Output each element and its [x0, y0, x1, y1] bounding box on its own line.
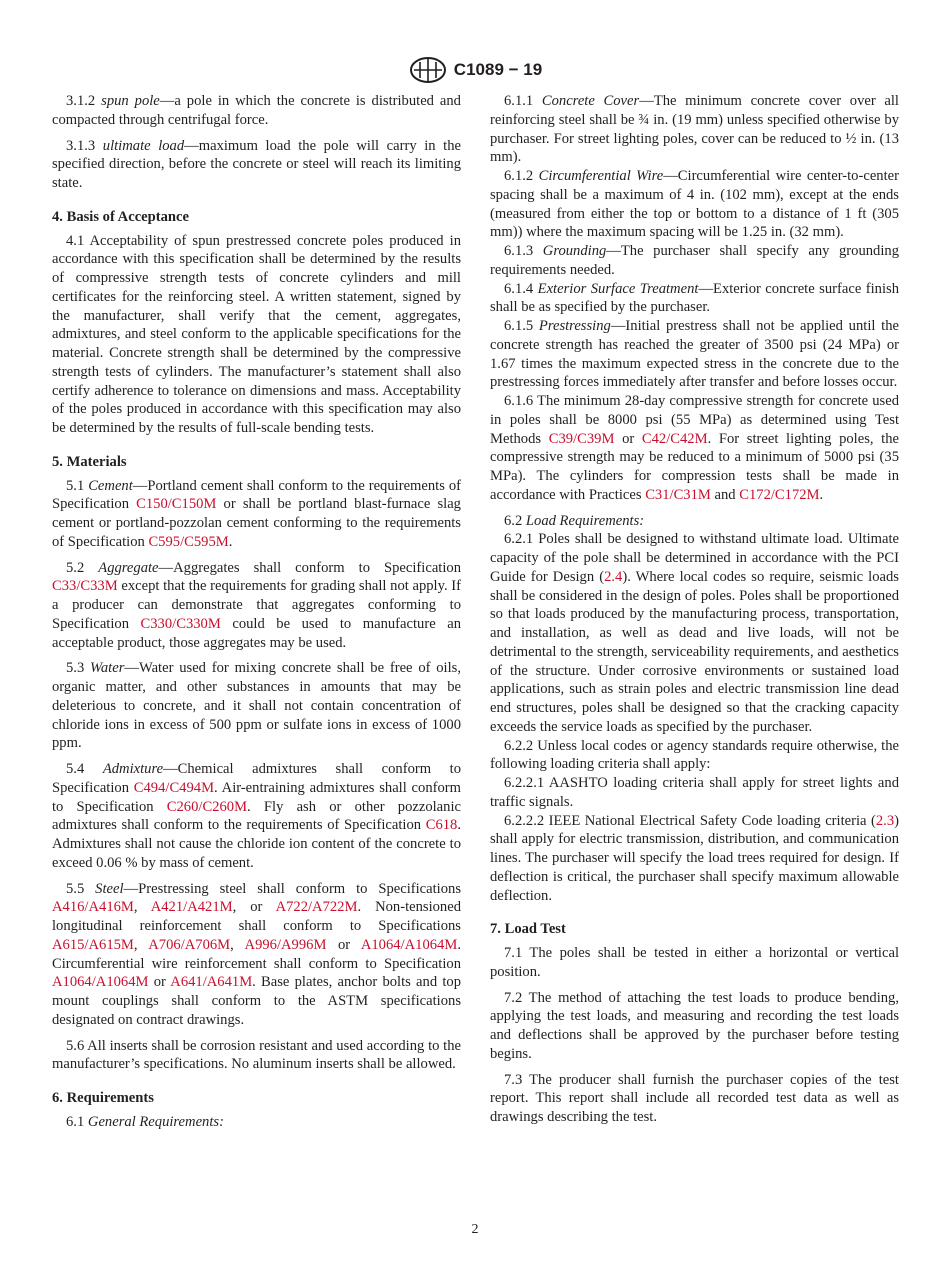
- paragraph-6-2-2-1: 6.2.2.1 AASHTO loading criteria shall apply for street lights and traffic signals.: [490, 775, 899, 810]
- paragraph-6-1-5: 6.1.5 Prestressing—Initial prestress shall not be applied until the concrete strength has reached the greater of 3500 psi (24 MPa) or 1.67 times the maximum expected stress in the concrete due to the prestressing forces immediately after transfer and before losses occur.: [490, 318, 899, 391]
- link-c150[interactable]: C150/C150M: [136, 496, 217, 513]
- document-id: C1089 − 19: [453, 60, 543, 79]
- paragraph-5-2: 5.2 Aggregate—Aggregates shall conform to Specification C33/C33M except that the requirements for grading shall not apply. If a producer can demonstrate that aggregates conforming to Specification C330/C330M could be used to manufacture an acceptable product, those aggregates may be used.: [52, 559, 461, 651]
- paragraph-5-3: 5.3 Water—Water used for mixing concrete shall be free of oils, organic matter, and other substances in amounts that may be deleterious to concrete, and it shall not contain concentration of chloride ions in excess of 500 ppm or sulfate ions in excess of 1000 ppm.: [52, 660, 461, 752]
- link-a416[interactable]: A416/A416M: [52, 899, 134, 916]
- paragraph-3-1-2: 3.1.2 spun pole—a pole in which the concrete is distributed and compacted through centrifugal force.: [52, 93, 461, 128]
- link-a641[interactable]: A641/A641M: [170, 974, 253, 991]
- right-column: [490, 92, 899, 1127]
- link-a722[interactable]: A722/A722M: [275, 899, 358, 916]
- paragraph-7-1: 7.1 The poles shall be tested in either a horizontal or vertical position.: [490, 945, 899, 980]
- link-c595[interactable]: C595/C595M: [148, 533, 229, 550]
- link-a615[interactable]: A615/A615M: [52, 936, 134, 953]
- paragraph-6-2: 6.2 Load Requirements:: [504, 512, 645, 529]
- link-ref-2-3[interactable]: 2.3: [875, 812, 895, 829]
- link-a421[interactable]: A421/A421M: [150, 899, 233, 916]
- link-c260[interactable]: C260/C260M: [166, 798, 248, 815]
- paragraph-7-2: 7.2 The method of attaching the test loads to produce bending, applying the test loads, and measuring and recording the test loads and deflections shall be approved by the purchaser before testing begins.: [490, 989, 899, 1062]
- section-heading-4: 4. Basis of Acceptance: [52, 208, 190, 225]
- paragraph-4-1: 4.1 Acceptability of spun prestressed concrete poles produced in accordance with this specification shall be determined by the results of compressive strength tests of concrete cylinders and mill certificates for the reinforcing steel. A written statement, signed by the manufacturer, shall verify that the cement, aggregates, admixtures, and steel conform to the applicable specifications for the material. Concrete strength shall be determined by the compressive strength tests of cylinders. The manufacturer’s statement shall also certify adherence to tolerance on dimensions and mass. Acceptability of the poles produced in accordance with this specification may also be determined by the results of full-scale bending tests.: [52, 232, 461, 436]
- link-a706[interactable]: A706/A706M: [148, 936, 231, 953]
- paragraph-3-1-3: 3.1.3 ultimate load—maximum load the pole will carry in the specified direction, before the concrete or steel will reach its limiting state.: [52, 137, 461, 191]
- link-c330[interactable]: C330/C330M: [140, 615, 221, 632]
- paragraph-6-1-1: 6.1.1 Concrete Cover—The minimum concrete cover over all reinforcing steel shall be ¾ in. (19 mm) unless specified otherwise by purchaser. For street lighting poles, cover can be reduced to ½ in. (13 mm).: [490, 93, 899, 166]
- section-heading-7: 7. Load Test: [490, 921, 566, 938]
- link-c618[interactable]: C618: [425, 817, 458, 834]
- paragraph-6-1-4: 6.1.4 Exterior Surface Treatment—Exterior concrete surface finish shall be as specified by the purchaser.: [490, 280, 900, 316]
- astm-logo-icon: [408, 56, 448, 84]
- paragraph-6-1: 6.1 General Requirements:: [66, 1113, 224, 1130]
- link-c172[interactable]: C172/C172M: [739, 486, 820, 503]
- paragraph-6-1-3: 6.1.3 Grounding—The purchaser shall specify any grounding requirements needed.: [490, 243, 899, 278]
- paragraph-7-3: 7.3 The producer shall furnish the purchaser copies of the test report. This report shall include all recorded test data as well as drawings describing the test.: [490, 1071, 899, 1125]
- page-number: 2: [471, 1222, 479, 1237]
- section-heading-5: 5. Materials: [52, 453, 127, 470]
- paragraph-6-2-1: 6.2.1 Poles shall be designed to withstand ultimate load. Ultimate capacity of the pole shall be determined in accordance with the PCI Guide for Design (2.4). Where local codes so require, seismic loads shall be considered in the design of poles. Poles shall be proportioned so that loads produced by the manufacturing process, transportation, and installation, as well as dead and live loads, will not be detrimental to the strength, serviceability requirements, and aesthetics of the structure. Under corrosive environments or sustained load applications, such as strain poles and electric transmission line dead end structures, poles shall be designed so that the cracking capacity exceeds the service loads as specified by the purchaser.: [490, 531, 899, 735]
- left-column: [52, 92, 461, 1132]
- paragraph-6-1-2: 6.1.2 Circumferential Wire—Circumferential wire center-to-center spacing shall be a maximum of 4 in. (102 mm), except at the ends (measured from either the top or bottom to a distance of 1 ft (305 mm)) where the maximum spacing will be 1.25 in. (32 mm).: [490, 168, 899, 241]
- section-heading-6: 6. Requirements: [52, 1090, 154, 1106]
- paragraph-5-4: 5.4 Admixture—Chemical admixtures shall conform to Specification C494/C494M. Air-entraining admixtures shall conform to Specification C260/C260M. Fly ash or other pozzolanic admixtures shall conform to the requirements of Specification C618. Admixtures shall not cause the chloride ion content of the concrete to exceed 0.06 % by mass of cement.: [52, 761, 461, 871]
- link-c39[interactable]: C39/C39M: [548, 430, 615, 447]
- link-a996[interactable]: A996/A996M: [244, 936, 327, 953]
- page-header: [0, 56, 950, 89]
- paragraph-5-5: 5.5 Steel—Prestressing steel shall conform to Specifications A416/A416M, A421/A421M, or A722/A722M. Non-tensioned longitudinal reinforcement shall conform to Specifications A615/A615M, A706/A706M, A996/A996M or A1064/A1064M. Circumferential wire reinforcement shall conform to Specification A1064/A1064M or A641/A641M. Base plates, anchor bolts and top mount couplings shall conform to the ASTM specifications designated on contract drawings.: [52, 880, 462, 1028]
- paragraph-6-2-2-2: 6.2.2.2 IEEE National Electrical Safety Code loading criteria (2.3) shall apply for electric transmission, distribution, and communication lines. The purchaser will specify the load trees required for design. If deflection is critical, the purchaser shall specify maximum allowable deflection.: [490, 812, 899, 904]
- link-c31[interactable]: C31/C31M: [645, 486, 711, 503]
- link-a1064-2[interactable]: A1064/A1064M: [52, 974, 149, 991]
- paragraph-5-6: 5.6 All inserts shall be corrosion resistant and used according to the manufacturer’s specifications. No aluminum inserts shall be allowed.: [52, 1037, 461, 1073]
- paragraph-5-1: 5.1 Cement—Portland cement shall conform to the requirements of Specification C150/C150M or shall be portland blast-furnace slag cement or portland-pozzolan cement conforming to the requirements of Specification C595/C595M.: [52, 477, 461, 550]
- link-a1064[interactable]: A1064/A1064M: [360, 936, 458, 953]
- paragraph-6-2-2: 6.2.2 Unless local codes or agency standards require otherwise, the following loading criteria shall apply:: [490, 737, 899, 773]
- link-c494[interactable]: C494/C494M: [133, 779, 215, 796]
- link-c33[interactable]: C33/C33M: [52, 578, 118, 595]
- link-c42[interactable]: C42/C42M: [641, 430, 708, 447]
- link-ref-2-4[interactable]: 2.4: [604, 568, 623, 585]
- paragraph-6-1-6: 6.1.6 The minimum 28-day compressive strength for concrete used in poles shall be 8000 psi (55 MPa) as determined using Test Methods C39/C39M or C42/C42M. For street lighting poles, the compressive strength may be reduced to a minimum of 5000 psi (35 MPa). The cylinders for compression tests shall be made in accordance with Practices C31/C31M and C172/C172M.: [490, 393, 899, 503]
